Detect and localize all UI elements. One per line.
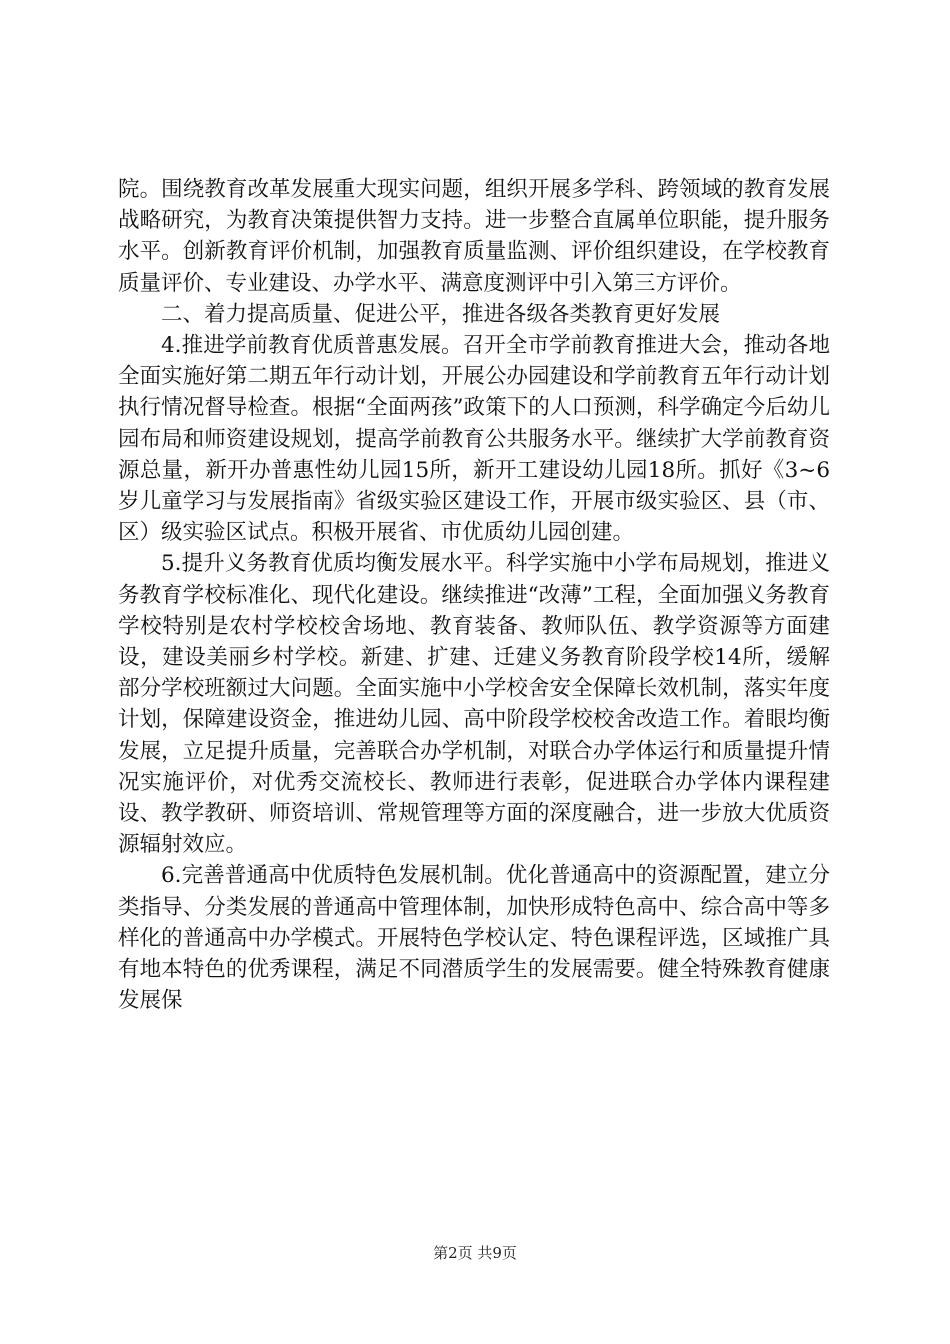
paragraph-item-6: 6.完善普通高中优质特色发展机制。优化普通高中的资源配置，建立分类指导、分类发展的普通高中管理体制，加快形成特色高中、综合高中等多样化的普通高中办学模式。开展特色学校认定、特色课程评选，区域推广具有地本特色的优秀课程，满足不同潜质学生的发展需要。健全特殊教育健康发展保 bbox=[118, 863, 830, 1014]
paragraph-item-5: 5.提升义务教育优质均衡发展水平。科学实施中小学布局规划，推进义务教育学校标准化、现代化建设。继续推进“改薄”工程，全面加强义务教育学校特别是农村学校校舍场地、教育装备、教师队伍、教学资源等方面建设，建设美丽乡村学校。新建、扩建、迁建义务教育阶段学校14所，缓解部分学校班额过大问题。全面实施中小学校舍安全保障长效机制，落实年度计划，保障建设资金，推进幼儿园、高中阶段学校校舍改造工作。着眼均衡发展，立足提升质量，完善联合办学机制，对联合办学体运行和质量提升情况实施评价，对优秀交流校长、教师进行表彰，促进联合办学体内课程建设、教学教研、师资培训、常规管理等方面的深度融合，进一步放大优质资源辐射效应。 bbox=[118, 551, 830, 858]
paragraph-item-4: 4.推进学前教育优质普惠发展。召开全市学前教育推进大会，推动各地全面实施好第二期五年行动计划，开展公办园建设和学前教育五年行动计划执行情况督导检查。根据“全面两孩”政策下的人口预测，科学确定今后幼儿园布局和师资建设规划，提高学前教育公共服务水平。继续扩大学前教育资源总量，新开办普惠性幼儿园15所，新开工建设幼儿园18所。抓好《3~6岁儿童学习与发展指南》省级实验区建设工作，开展市级实验区、县（市、区）级实验区试点。积极开展省、市优质幼儿园创建。 bbox=[118, 333, 830, 546]
section-heading: 二、着力提高质量、促进公平，推进各级各类教育更好发展 bbox=[161, 301, 721, 327]
paragraph-continued: 院。围绕教育改革发展重大现实问题，组织开展多学科、跨领域的教育发展战略研究，为教育决策提供智力支持。进一步整合直属单位职能，提升服务水平。创新教育评价机制，加强教育质量监测、评价组织建设，在学校教育质量评价、专业建设、办学水平、满意度测评中引入第三方评价。 bbox=[118, 177, 830, 296]
document-body bbox=[118, 174, 830, 1016]
page-footer: 第2页 共9页 bbox=[433, 1244, 517, 1262]
